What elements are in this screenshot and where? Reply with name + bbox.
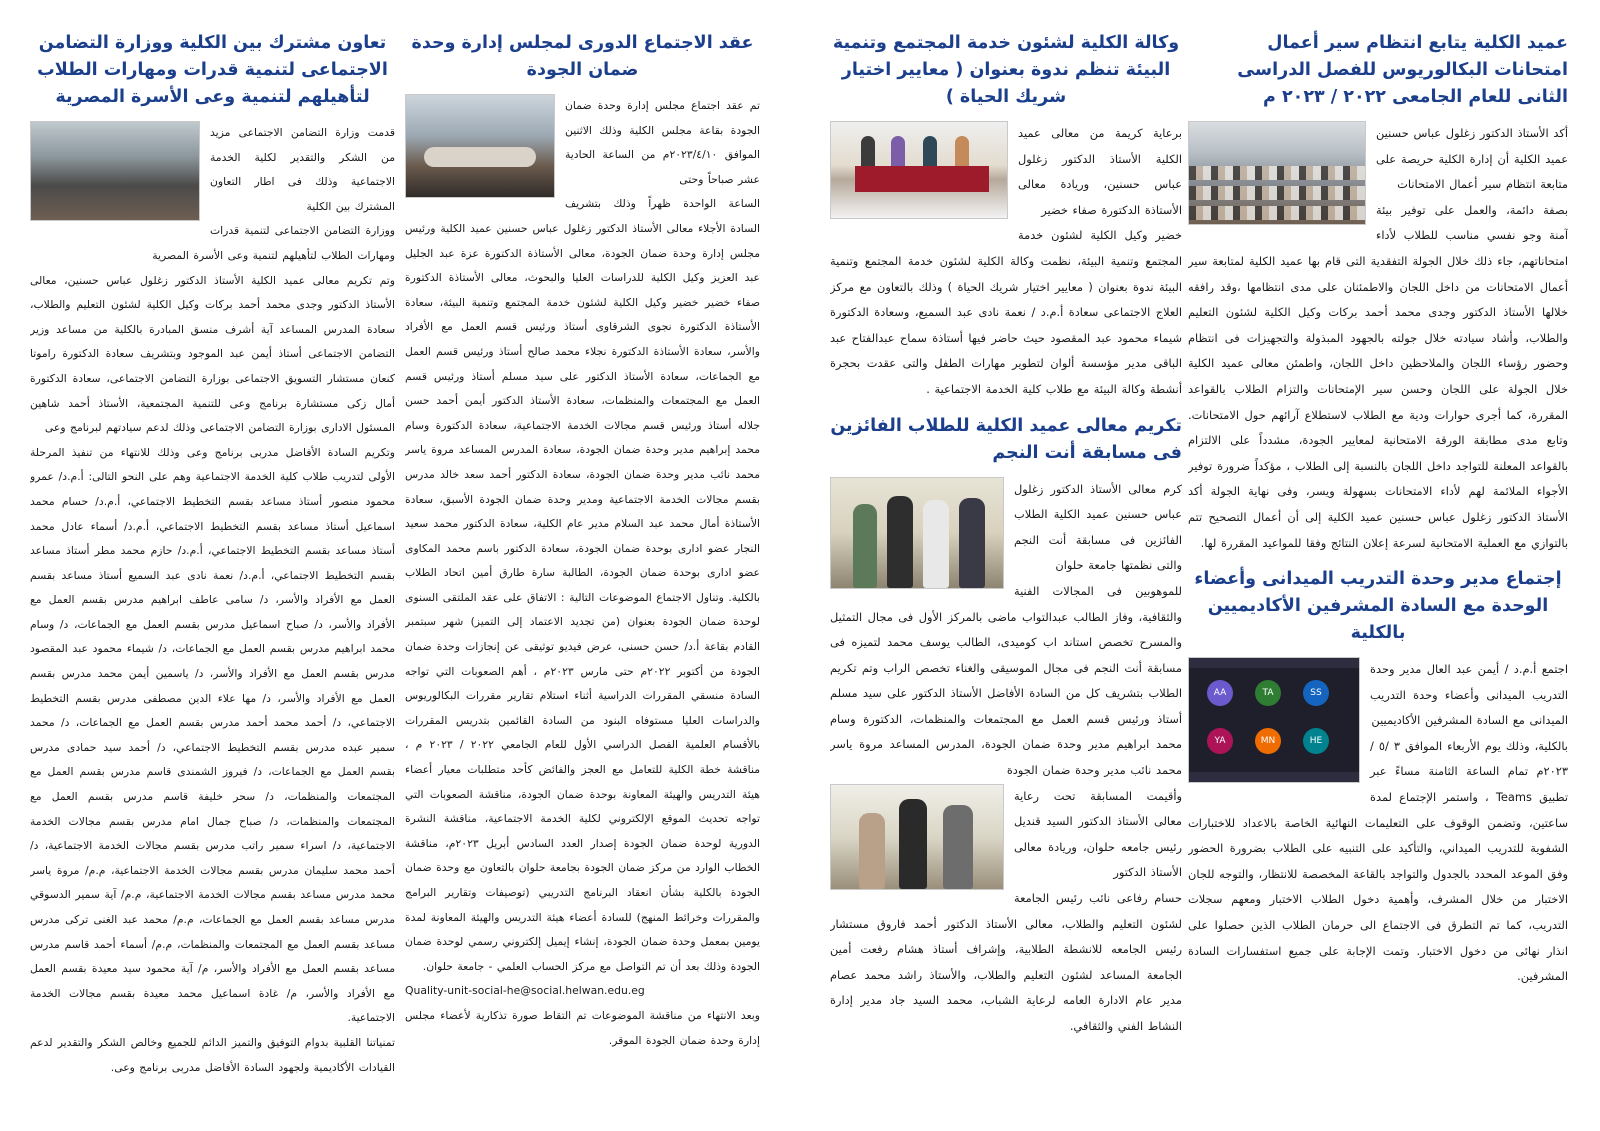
- article-exams-headline: عميد الكلية يتابع انتظام سير أعمال امتحانات البكالوريوس للفصل الدراسى الثانى للعام الجامعى ٢٠٢٢ / ٢٠٢٣ م: [1237, 33, 1568, 107]
- teams-tile: TA: [1255, 680, 1281, 706]
- article-solidarity-honor: وتم تكريم معالى عميد الكلية الأستاذ الدكتور زغلول عباس حسنين، معالى الأستاذ الدكتور وجدى محمد أحمد بركات وكيل الكلية لشئون التعليم والطلاب، سعادة المدرس المساعد آية أشرف منسق المبادرة بالكلية من مساعد وزير التضامن الاجتماعى أستاذ أيمن عبد الموجود وبتشريف سعادة الدكتورة راموتا كنعان مستشار التسويق الاجتماعى بوزارة التضامن الاجتماعى، سعادة الدكتورة أمال زكى مستشارة برنامج وعى للتنمية المجتمعية، الأستاذ أحمد شاهين المسئول الادارى بوزارة التضامن الاجتماعى وذلك لدعم سيادتهم لبرنامج وعى: [30, 273, 395, 435]
- meeting-photo: [405, 94, 555, 198]
- article-column-exams: [1188, 30, 1568, 1120]
- article-award-headline: تكريم معالى عميد الكلية للطلاب الفائزين فى مسابقة أنت النجم: [830, 415, 1182, 463]
- article-seminar: [830, 30, 1182, 403]
- article-column-community: [830, 30, 1182, 1120]
- seminar-photo: [830, 121, 1008, 219]
- teams-tile: YA: [1207, 728, 1233, 754]
- quality-unit-email: Quality-unit-social-he@social.helwan.edu.eg: [405, 984, 645, 998]
- article-column-quality: [405, 30, 760, 1120]
- award-photo: [830, 477, 1004, 589]
- article-quality-body: الساعة الواحدة ظهراً وذلك بتشريف السادة الأجلاء معالى الأستاذ الدكتور زغلول عباس حسنين عميد الكلية ورئيس مجلس إدارة وحدة ضمان الجودة، معالى الأستاذة الدكتورة عزة عبد الجليل عبد العزيز وكيل الكلية للدراسات العليا والبحوث، معالى الأستاذة الدكتورة صفاء خضير خضير وكيل الكلية لشئون خدمة المجتمع وتنمية البيئة، سعادة الأستاذة الدكتورة نجوى الشرقاوى أستاذ ورئيس قسم العمل مع الأفراد والأسر، سعادة الأستاذة الدكتورة نجلاء محمد صالح أستاذ ورئيس قسم العمل مع الجماعات، سعادة الأستاذ الدكتور على سيد مسلم أستاذ ورئيس قسم العمل مع المجتمعات والمنظمات، سعادة الأستاذ الدكتور أيمن أحمد حسن جلاله أستاذ ورئيس قسم مجالات الخدمة الاجتماعية، سعادة الدكتورة وسام محمد إبراهيم مدير وحدة ضمان الجودة، سعادة المدرس المساعد مروة ياسر محمد نائب مدير وحدة ضمان الجودة، سعادة الدكتور أحمد سعد خالد مدرس بقسم مجالات الخدمة الاجتماعية ومدير وحدة ضمان الجودة الأسبق، سعادة الأستاذة أمال محمد عبد السلام مدير عام الكلية، سعادة الدكتور محمد سعيد النجار عضو ادارى بوحدة ضمان الجودة، سعادة الدكتور باسم محمد المكاوى عضو ادارى بوحدة ضمان الجودة، الطالبة سارة طارق أمين اتحاد الطلاب بالكلية. وتناول الاجتماع الموضوعات التالية : الاتفاق على عقد الملتقى السنوى لوحدة ضمان الجودة بعنوان (من تجديد الاعتماد إلى التميز) شهر سبتمبر القادم بقاعة أ.د/ حسن حسنى، عرض فيديو توثيقى عن إنجازات وحدة ضمان الجودة من أكتوبر ٢٠٢٢م حتى مارس ٢٠٢٣م ، أهم الصعوبات التي تواجه السادة منسقي المقررات الدراسية أثناء استلام تقارير مقررات البكالوريوس والدراسات العليا مستوفاه البنود من السادة القائمين بتدريس المقررات بالأقسام العلمية الفصل الدراسي الأول للعام الجامعي ٢٠٢٢ / ٢٠٢٣ م ، مناقشة خطة الكلية للتعامل مع العجز والفائض كأحد متطلبات معيار أعضاء هيئة التدريس والهيئة المعاونة بوحدة ضمان الجودة، مناقشة الصعوبات التي تواجه تحديث الموقع الإلكتروني لكلية الخدمة الاجتماعية، مناقشة النشرة الدورية لوحدة ضمان الجودة إصدار العدد السادس أبريل ٢٠٢٣م، مناقشة الخطاب الوارد من مركز ضمان الجودة بجامعة حلوان بالتعاون مع وحدة ضمان الجودة بالكلية بشأن انعقاد البرنامج التدريبي (توصيفات وتقارير البرامج والمقررات وخرائط المنهج) للسادة أعضاء هيئة التدريس والهيئة المعاونة لمدة يومين بمعمل وحدة ضمان الجودة، إنشاء إيميل إلكتروني رسمي لوحدة ضمان الجودة وذلك بعد أن تم التواصل مع مركز الحساب العلمي - جامعة حلوان.: [405, 197, 760, 973]
- article-quality-headline: عقد الاجتماع الدورى لمجلس إدارة وحدة ضمان الجودة: [411, 33, 754, 80]
- teams-tile: SS: [1303, 680, 1329, 706]
- teams-tile: AA: [1207, 680, 1233, 706]
- article-training-body: بالكلية، وذلك يوم الأربعاء الموافق ٣ /٥ /٢٠٢٣م تمام الساعة الثامنة مساءً عبر تطبيق Teams ، واستمر الإجتماع لمدة ساعتين، وتضمن الوقوف على التعليمات النهائية الخاصة بالاعداد للاختبارات الشفوية للتدريب الميداني، والتأكيد على التنبيه على الطلاب بضرورة الحضور وفق الموعد المحدد بالجدول والتواجد بالقاعة المخصصة للانتظار، والتوجه للجان الاختبار من خلال المشرف، وأهمية دخول الطلاب الاختبار ومعهم سجلات التدريب، كما تم التطرق فى الاجتماع الى حرمان الطلاب الذين حصلوا على انذار نهائى من دخول الاختبار. وتمت الإجابة على جميع استفسارات السادة المشرفين.: [1188, 738, 1568, 984]
- article-training-intro: اجتمع أ.م.د / أيمن عبد العال مدير وحدة التدريب الميدانى وأعضاء وحدة التدريب الميدانى مع السادة المشرفين الأكاديميين: [1370, 662, 1568, 728]
- article-training-headline: إجتماع مدير وحدة التدريب الميدانى وأعضاء الوحدة مع السادة المشرفين الأكاديميين بالكلية: [1194, 569, 1562, 644]
- article-seminar-headline: وكالة الكلية لشئون خدمة المجتمع وتنمية البيئة تنظم ندوة بعنوان ( معايير اختيار شريك الحياة ): [832, 33, 1180, 107]
- article-solidarity-headline: تعاون مشترك بين الكلية ووزارة التضامن الاجتماعى لتنمية قدرات ومهارات الطلاب لتأهيلهم لتنمية وعى الأسرة المصرية: [37, 33, 388, 107]
- article-exams-intro: أكد الأستاذ الدكتور زغلول عباس حسنين عميد الكلية أن إدارة الكلية حريصة على متابعة انتظام سير أعمال الامتحانات: [1376, 126, 1568, 192]
- article-training: [1188, 566, 1568, 990]
- article-quality-intro: تم عقد اجتماع مجلس إدارة وحدة ضمان الجودة بقاعة مجلس الكلية وذلك الاثنين الموافق ٢٠٢٣/٤/١٠م من الساعة الحادية عشر صباحاً وحتى: [565, 99, 760, 186]
- article-solidarity-closing: تمنياتنا القلبية بدوام التوفيق والتميز الدائم للجميع وخالص الشكر والتقدير لدعم القيادات الأكاديمية ولجهود السادة الأفاضل مدربى برنامج وعى.: [30, 1035, 395, 1074]
- article-solidarity-intro: قدمت وزارة التضامن الاجتماعى مزيد من الشكر والتقدير لكلية الخدمة الاجتماعية وذلك فى اطار التعاون المشترك بين الكلية: [210, 126, 395, 213]
- group-photo: [30, 121, 200, 221]
- award-photo-2: [830, 784, 1004, 890]
- article-exams-body: بصفة دائمة، والعمل على توفير بيئة آمنة وجو نفسي مناسب للطلاب لأداء امتحاناتهم، جاء ذلك خلال الجولة التفقدية التى قام بها عميد الكلية لمتابعة سير أعمال الامتحانات من داخل اللجان والاطمئنان على مدى انتظامها ،وقد رافقه خلالها الأستاذ الدكتور وجدى محمد أحمد بركات وكيل الكلية لشئون التعليم والطلاب، وأشاد سيادته خلال جولته بالجهود المبذولة والتجهيزات فى انتظام وحضور رؤساء اللجان والملاحظين داخل اللجان، واطمئن معالى عميد الكلية خلال الجولة على اللجان وحسن سير الإمتحانات والتزام الطلاب بالقواعد المقررة، كما أجرى حوارات ودية مع الطلاب لاستطلاع آرائهم حول الامتحانات. وتابع مدى مطابقة الورقة الامتحانية لمعايير الجودة، مشدداً على الالتزام بالقواعد المعلنة للتواجد داخل اللجان بالنسبة إلى الطلاب ، مؤكداً ضرورة توفير الأجواء الملائمة لهم لأداء الامتحانات بسهولة ويسر، وفى نهاية الجولة أكد الأستاذ الدكتور زغلول عباس حسنين عميد الكلية إلى أن أعمال التصحيح تتم بالتوازي مع العملية الامتحانية لسرعة إعلان النتائج وفقا للمواعيد المقررة لها.: [1188, 202, 1568, 550]
- exam-hall-photo: [1188, 121, 1366, 225]
- article-quality: [405, 30, 760, 1053]
- article-solidarity-body: ووزارة التضامن الاجتماعى لتنمية قدرات ومهارات الطلاب لتأهيلهم لتنمية وعى الأسرة المصرية: [152, 224, 395, 262]
- article-award: [830, 413, 1182, 1040]
- article-solidarity: [30, 30, 395, 1080]
- article-award-intro: كرم معالى الأستاذ الدكتور زغلول عباس حسنين عميد الكلية الطلاب الفائزين فى مسابقة أنت النجم والتى نظمتها جامعة حلوان: [1014, 481, 1182, 573]
- article-quality-closing: وبعد الانتهاء من مناقشة الموضوعات تم التقاط صورة تذكارية لأعضاء مجلس إدارة وحدة ضمان الجودة الموقر.: [405, 1008, 760, 1047]
- teams-tile: MN: [1255, 728, 1281, 754]
- teams-screenshot: [1188, 657, 1360, 783]
- article-award-patronage-intro: وأقيمت المسابقة تحت رعاية معالى الأستاذ الدكتور السيد قنديل رئيس جامعه حلوان، وريادة معالى الأستاذ الدكتور: [1014, 788, 1182, 880]
- article-award-body: للموهوبين فى المجالات الفنية والثقافية، وفاز الطالب عبدالتواب ماضى بالمركز الأول فى مجال التمثيل والمسرح تخصص استاند اب كوميدى، الطالب يوسف محمد لتميزه فى مسابقة أنت النجم فى مجال الموسيقى والغناء تخصص الراب وتم تكريم الطلاب بتشريف كل من السادة الأفاضل الأستاذ الدكتور على سيد مسلم أستاذ ورئيس قسم العمل مع المجتمعات والمنظمات، الدكتورة وسام محمد ابراهيم مدير وحدة ضمان الجودة، المدرس المساعد مروة ياسر محمد نائب مدير وحدة ضمان الجودة: [830, 583, 1182, 778]
- article-seminar-intro: برعاية كريمة من معالى عميد الكلية الأستاذ الدكتور زغلول عباس حسنين، وريادة معالى الأستاذة الدكتورة صفاء خضير: [1018, 126, 1182, 217]
- article-exams: [1188, 30, 1568, 556]
- article-solidarity-trainers: وتكريم السادة الأفاضل مدربى برنامج وعى وذلك للانتهاء من تنفيذ المرحلة الأولى لتدريب طلاب كلية الخدمة الاجتماعية وهم على النحو التالى: أ.م.د/ عمرو محمود منصور أستاذ مساعد بقسم التخطيط الاجتماعي، أ.م.د/ حسام محمد اسماعيل أستاذ مساعد بقسم التخطيط الاجتماعي، أ.م.د/ أسماء عادل محمد أستاذ مساعد بقسم التخطيط الاجتماعي، أ.م.د/ حازم محمد مطر أستاذ مساعد بقسم التخطيط الاجتماعي، أ.م.د/ نعمة نادى عبد السميع أستاذ مساعد بقسم العمل مع الأفراد والأسر، د/ سامى عاطف ابراهيم مدرس بقسم العمل مع الأفراد والأسر، د/ صباح اسماعيل مدرس بقسم العمل مع الجماعات، د/ وسام محمد ابراهيم مدرس بقسم العمل مع الجماعات، د/ شيماء محمود عبد المقصود مدرس بقسم العمل مع الأفراد والأسر، د/ ياسمين أيمن محمد مدرس بقسم العمل مع الأفراد والأسر، د/ مها علاء الدين مصطفى مدرس بقسم التخطيط الاجتماعي، د/ أحمد محمد أحمد مدرس بقسم العمل مع الجماعات، د/ محمد سمير عبده مدرس بقسم التخطيط الاجتماعي، د/ أحمد سيد حمادى مدرس بقسم العمل مع الجماعات، د/ فيروز الشمندى قاسم مدرس بقسم العمل مع المجتمعات والمنظمات، د/ سحر خليفة قاسم مدرس بقسم العمل مع المجتمعات والمنظمات، د/ صباح جمال امام مدرس بقسم مجالات الخدمة الاجتماعية، د/ اسراء سمير راتب مدرس بقسم مجالات الخدمة الاجتماعية، د/ أحمد محمد سليمان مدرس بقسم مجالات الخدمة الاجتماعية، م.م/ مروة ياسر محمد مدرس مساعد بقسم مجالات الخدمة الاجتماعية، م.م/ آية سمير الدسوقي مدرس مساعد بقسم العمل مع الجماعات، م.م/ محمد عبد الغنى تركى مدرس مساعد بقسم العمل مع المجتمعات والمنظمات، م.م/ أسماء أحمد قاسم مدرس مساعد بقسم العمل مع الأفراد والأسر، م/ آية محمود سيد معيدة بقسم العمل مع الأفراد والأسر، م/ غادة اسماعيل محمد معيدة بقسم مجالات الخدمة الاجتماعية.: [30, 445, 395, 1025]
- article-column-solidarity: [30, 30, 395, 1120]
- article-seminar-body: خضير وكيل الكلية لشئون خدمة المجتمع وتنمية البيئة، نظمت وكالة الكلية لشئون خدمة المجتمع وتنمية البيئة ندوة بعنوان ( معايير اختيار شريك الحياة ) وذلك بالتعاون مع مركز العلاج الاجتماعى سعادة أ.م.د / نعمة نادى عبد السميع، وسعادة الدكتورة شيماء محمود عبد المقصود حيث حاضر فيها أستاذة سماح عبدالفتاح عبد الباقى مدير مؤسسة ألوان لتطوير مهارات الطفل والتى عقدت بحجرة أنشطة وكالة البيئة مع طلاب كلية الخدمة الاجتماعية .: [830, 228, 1182, 396]
- teams-tile: HE: [1303, 728, 1329, 754]
- article-award-patronage-body: حسام رفاعى نائب رئيس الجامعة لشئون التعليم والطلاب، معالى الأستاذ الدكتور أحمد فاروق مستشار رئيس الجامعه للانشطة الطلابية، وإشراف أستاذ هشام رفعت أمين الجامعة المساعد لشئون التعليم والطلاب، والأستاذ راشد محمد عصام مدير عام الادارة العامه لرعاية الشباب، محمد السيد جاد مدير إدارة النشاط الفني والثقافي.: [830, 891, 1182, 1033]
